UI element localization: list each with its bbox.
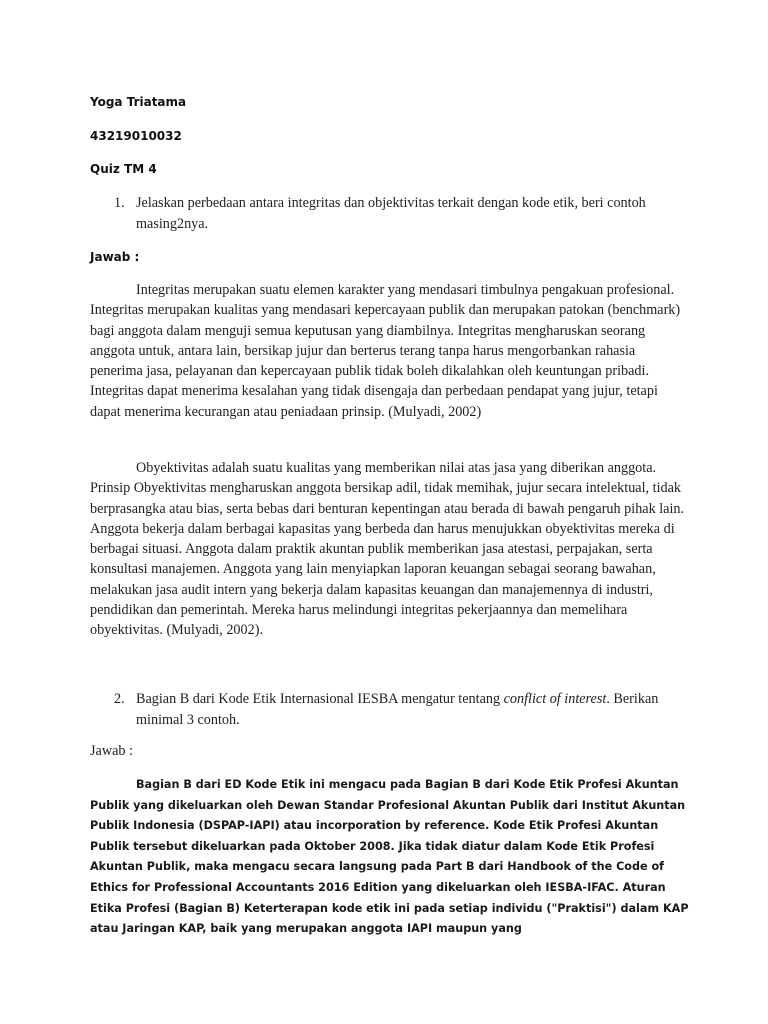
quiz-title: Quiz TM 4 [90,162,157,176]
answer-1-label: Jawab : [90,250,140,264]
answer-2-paragraph-1 [90,775,690,940]
answer-2-label: Jawab : [90,743,133,759]
question-2-text [136,689,680,730]
answer-1-paragraph-2 [90,458,685,641]
student-id: 43219010032 [90,129,182,143]
author-name: Yoga Triatama [90,95,187,109]
question-2-text-part: Bagian B dari Kode Etik Internasional IESBA mengatur tentang [136,691,504,707]
answer-1-paragraph-1 [90,280,685,422]
question-1-number: 1. [114,195,125,211]
question-2 [90,689,680,730]
answer-2-paragraph-1-text: Bagian B dari ED Kode Etik ini mengacu pada Bagian B dari Kode Etik Profesi Akuntan Publik yang dikeluarkan oleh Dewan Standar Profesional Akuntan Publik dari Institut Akuntan Publik Indonesia (DSPAP-IAPI) atau incorporation by reference. Kode Etik Profesi Akuntan Publik tersebut dikeluarkan pada Oktober 2008. Jika tidak diatur dalam Kode Etik Profesi Akuntan Publik, maka mengacu secara langsung pada Part B dari Handbook of the Code of Ethics for Professional Accountants 2016 Edition yang dikeluarkan oleh IESBA-IFAC. Aturan Etika Profesi (Bagian B) Keterterapan kode etik ini pada setiap individu ("Praktisi") dalam KAP atau Jaringan KAP, baik yang merupakan anggota IAPI maupun yang [90,778,689,936]
question-2-number: 2. [114,691,125,707]
question-2-text-end: . Berikan minimal 3 contoh. [136,691,659,728]
question-1 [90,193,680,234]
answer-1-paragraph-2-text: Obyektivitas adalah suatu kualitas yang memberikan nilai atas jasa yang diberikan anggota. Prinsip Obyektivitas mengharuskan anggota bersikap adil, tidak memihak, jujur secara intelektual, tidak berprasangka atau bias, serta bebas dari benturan kepentingan atau berada di bawah pengaruh pihak lain. Anggota bekerja dalam berbagai kapasitas yang berbeda dan harus menujukkan obyektivitas mereka di berbagai situasi. Anggota dalam praktik akuntan publik memberikan jasa atestasi, perpajakan, serta konsultasi manajemen. Anggota yang lain menyiapkan laporan keuangan sebagai seorang bawahan, melakukan jasa audit intern yang bekerja dalam kapasitas keuangan dan manajemennya di industri, pendidikan dan pemerintah. Mereka harus melindungi integritas pekerjaannya dan memelihara obyektivitas. (Mulyadi, 2002). [90,460,685,639]
question-2-italic-term: conflict of interest [503,691,607,707]
question-1-text: Jelaskan perbedaan antara integritas dan objektivitas terkait dengan kode etik, beri contoh masing2nya. [136,195,646,232]
answer-1-paragraph-1-text: Integritas merupakan suatu elemen karakter yang mendasari timbulnya pengakuan profesional. Integritas merupakan kualitas yang mendasari kepercayaan publik dan merupakan patokan (benchmark) bagi anggota dalam menguji semua keputusan yang diambilnya. Integritas mengharuskan seorang anggota untuk, antara lain, bersikap jujur dan berterus terang tanpa harus mengorbankan rahasia penerima jasa, pelayanan dan kepercayaan publik tidak boleh dikalahkan oleh keuntungan pribadi. Integritas dapat menerima kesalahan yang tidak disengaja dan perbedaan pendapat yang jujur, tetapi dapat menerima kecurangan atau peniadaan prinsip. (Mulyadi, 2002) [90,282,681,420]
